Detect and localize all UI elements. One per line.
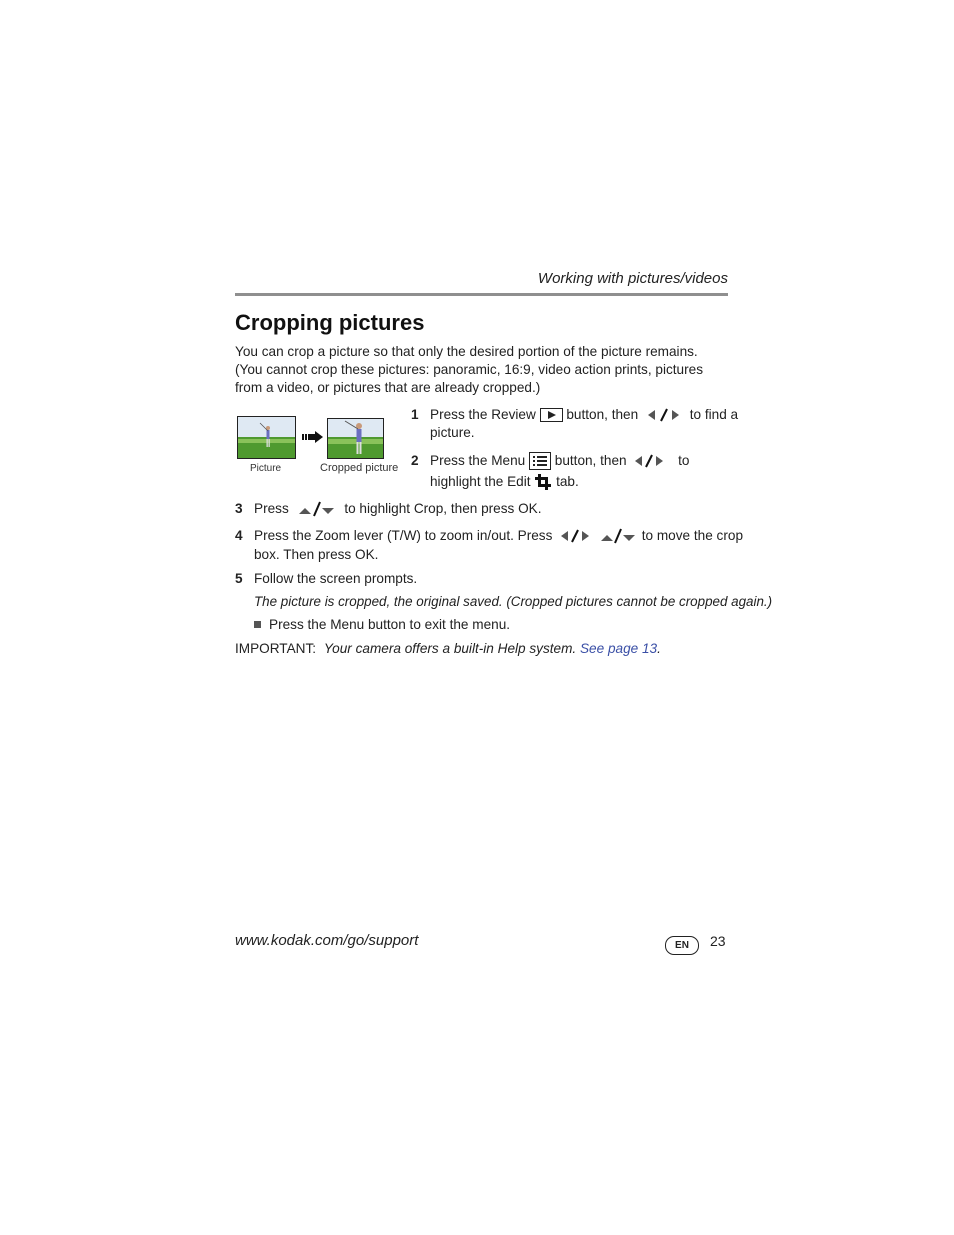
important-label: IMPORTANT:: [235, 641, 317, 656]
step-text: Press the Review: [430, 407, 536, 422]
left-right-arrows-icon: [560, 528, 590, 544]
step-text: Press the Zoom lever (T/W) to zoom in/out. Press: [254, 528, 553, 543]
important-end: .: [657, 641, 661, 656]
step-number: 5: [235, 571, 243, 586]
step-text: button, then: [554, 453, 627, 468]
page-number: 23: [710, 933, 726, 949]
step-number: 2: [411, 453, 419, 468]
step-text: Follow the screen prompts.: [254, 571, 418, 586]
bullet-text: Press the Menu button to exit the menu.: [269, 617, 511, 632]
step-text: to highlight Crop, then press OK.: [344, 501, 542, 516]
up-down-arrows-icon: [600, 527, 638, 545]
important-text: Your camera offers a built-in Help system.: [323, 641, 577, 656]
step-text: to move the crop: [641, 528, 743, 543]
edit-crop-icon: [534, 473, 552, 491]
step-text: highlight the Edit: [430, 474, 531, 489]
review-button-icon: [540, 407, 563, 423]
important-note: [235, 641, 661, 656]
step-number: 1: [411, 407, 419, 422]
golfer-cropped-image: [328, 419, 383, 458]
square-bullet-icon: [254, 621, 261, 628]
left-right-arrows-icon: [646, 407, 682, 423]
running-header: Working with pictures/videos: [537, 270, 728, 287]
step-text: picture.: [430, 425, 475, 440]
picture-thumbnail: [237, 416, 296, 459]
caption-cropped-picture: Cropped picture: [320, 462, 399, 474]
step-text: box. Then press OK.: [254, 547, 379, 562]
step-text: to find a: [689, 407, 739, 422]
footer-url: www.kodak.com/go/support: [235, 932, 419, 949]
step-number: 3: [235, 501, 243, 516]
language-badge: EN: [665, 936, 699, 955]
step-text: to: [678, 453, 690, 468]
intro-paragraph: You can crop a picture so that only the desired portion of the picture remains. (You cannot crop these pictures: panoramic, 16:9, video action prints, pictures from a video, or pictures that are already cropped.): [235, 344, 703, 395]
up-down-arrows-icon: [297, 500, 337, 518]
see-page-link[interactable]: See page 13: [579, 641, 658, 656]
header-rule: [235, 293, 728, 296]
result-note: The picture is cropped, the original saved. (Cropped pictures cannot be cropped again.): [254, 594, 773, 609]
golfer-picture-image: [238, 417, 295, 458]
left-right-arrows-icon: [634, 453, 664, 469]
cropped-picture-thumbnail: [327, 418, 384, 459]
step-text: Press the Menu: [430, 453, 526, 468]
bullet-item: [254, 617, 510, 632]
step-text: tab.: [556, 474, 579, 489]
arrow-right-icon: [302, 431, 323, 443]
step-text: Press: [254, 501, 289, 516]
step-number: 4: [235, 528, 243, 543]
caption-picture: Picture: [250, 463, 282, 474]
step-text: button, then: [566, 407, 639, 422]
page-title: Cropping pictures: [235, 310, 425, 335]
menu-button-icon: [529, 452, 551, 470]
